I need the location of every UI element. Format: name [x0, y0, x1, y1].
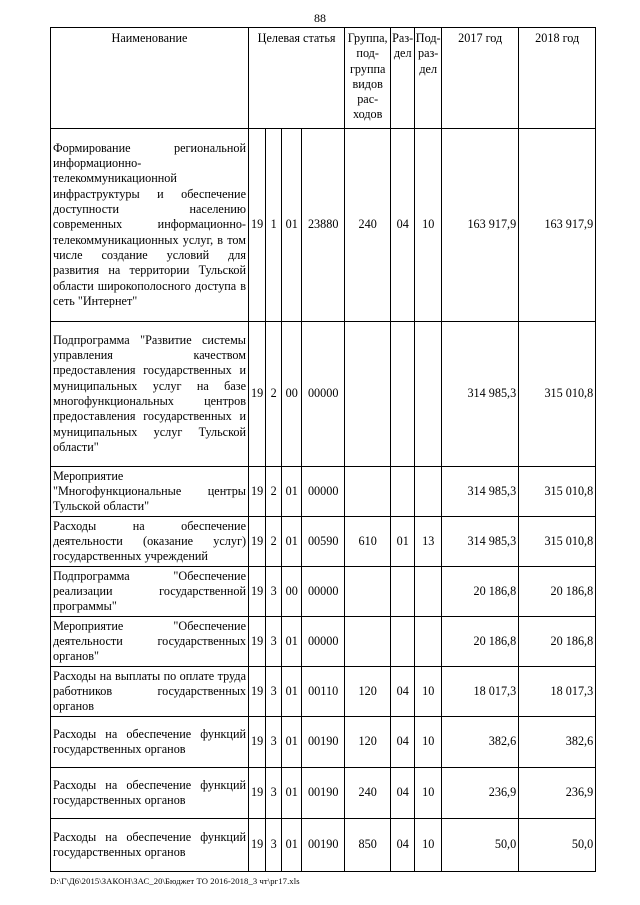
expense-group: 610 — [345, 517, 391, 567]
amount-2018: 382,6 — [519, 717, 596, 768]
target-activity: 01 — [282, 517, 302, 567]
target-subprogram: 3 — [266, 768, 282, 819]
table-row — [51, 517, 596, 567]
expense-group — [345, 322, 391, 467]
amount-2017: 50,0 — [442, 819, 519, 872]
section: 04 — [391, 717, 415, 768]
table-row — [51, 819, 596, 872]
amount-2017: 163 917,9 — [442, 129, 519, 322]
header-subsection: Под-раз-дел — [415, 28, 442, 129]
section — [391, 567, 415, 617]
amount-2018: 236,9 — [519, 768, 596, 819]
amount-2018: 163 917,9 — [519, 129, 596, 322]
subsection: 13 — [415, 517, 442, 567]
subsection: 10 — [415, 768, 442, 819]
target-activity: 01 — [282, 617, 302, 667]
target-subprogram: 1 — [266, 129, 282, 322]
target-subprogram: 3 — [266, 717, 282, 768]
amount-2018: 315 010,8 — [519, 517, 596, 567]
amount-2018: 315 010,8 — [519, 322, 596, 467]
budget-table — [50, 27, 596, 872]
row-name: Подпрограмма "Развитие системы управления качеством предоставления государственных и муниципальных услуг на базе многофункциональных центров предоставления государственных и муниципальных услуг Тульской области" — [51, 322, 249, 467]
expense-group: 120 — [345, 667, 391, 717]
table-row — [51, 768, 596, 819]
amount-2017: 18 017,3 — [442, 667, 519, 717]
target-program: 19 — [249, 129, 266, 322]
subsection — [415, 617, 442, 667]
target-direction: 23880 — [302, 129, 345, 322]
table-row — [51, 129, 596, 322]
target-subprogram: 3 — [266, 567, 282, 617]
subsection: 10 — [415, 819, 442, 872]
subsection: 10 — [415, 667, 442, 717]
target-subprogram: 3 — [266, 667, 282, 717]
target-direction: 00590 — [302, 517, 345, 567]
target-program: 19 — [249, 717, 266, 768]
target-subprogram: 2 — [266, 517, 282, 567]
target-direction: 00110 — [302, 667, 345, 717]
row-name: Расходы на обеспечение деятельности (оказание услуг) государственных учреждений — [51, 517, 249, 567]
row-name: Расходы на обеспечение функций государственных органов — [51, 768, 249, 819]
row-name: Расходы на обеспечение функций государственных органов — [51, 717, 249, 768]
amount-2017: 314 985,3 — [442, 322, 519, 467]
target-program: 19 — [249, 617, 266, 667]
section: 04 — [391, 819, 415, 872]
amount-2018: 50,0 — [519, 819, 596, 872]
target-program: 19 — [249, 768, 266, 819]
row-name: Мероприятие "Обеспечение деятельности государственных органов" — [51, 617, 249, 667]
target-direction: 00000 — [302, 617, 345, 667]
section: 04 — [391, 768, 415, 819]
amount-2018: 20 186,8 — [519, 567, 596, 617]
file-path-footer: D:\Г\Д6\2015\ЗАКОН\ЗАС_20\Бюджет ТО 2016-2018_3 чт\рг17.xls — [50, 876, 300, 886]
subsection: 10 — [415, 717, 442, 768]
header-name: Наименование — [51, 28, 249, 129]
target-activity: 01 — [282, 717, 302, 768]
section: 01 — [391, 517, 415, 567]
section — [391, 617, 415, 667]
row-name: Подпрограмма "Обеспечение реализации государственной программы" — [51, 567, 249, 617]
target-subprogram: 3 — [266, 617, 282, 667]
expense-group: 850 — [345, 819, 391, 872]
expense-group: 240 — [345, 768, 391, 819]
target-direction: 00190 — [302, 768, 345, 819]
target-program: 19 — [249, 819, 266, 872]
target-direction: 00000 — [302, 567, 345, 617]
expense-group — [345, 617, 391, 667]
target-direction: 00000 — [302, 322, 345, 467]
target-subprogram: 2 — [266, 322, 282, 467]
row-name: Расходы на выплаты по оплате труда работников государственных органов — [51, 667, 249, 717]
target-subprogram: 3 — [266, 819, 282, 872]
header-section: Раз-дел — [391, 28, 415, 129]
target-activity: 01 — [282, 667, 302, 717]
target-program: 19 — [249, 667, 266, 717]
target-activity: 01 — [282, 129, 302, 322]
target-direction: 00000 — [302, 467, 345, 517]
table-row — [51, 717, 596, 768]
amount-2017: 236,9 — [442, 768, 519, 819]
row-name: Мероприятие "Многофункциональные центры Тульской области" — [51, 467, 249, 517]
target-direction: 00190 — [302, 819, 345, 872]
header-2017: 2017 год — [442, 28, 519, 129]
target-subprogram: 2 — [266, 467, 282, 517]
expense-group: 120 — [345, 717, 391, 768]
header-expense-group: Группа, под-группа видов рас-ходов — [345, 28, 391, 129]
table-row — [51, 667, 596, 717]
target-program: 19 — [249, 467, 266, 517]
row-name: Формирование региональной информационно-телекоммуникационной инфраструктуры и обеспечение доступности населению современных информационно-телекоммуникационных услуг, в том числе создание условий для развития на территории Тульской области широкополосного доступа в сеть "Интернет" — [51, 129, 249, 322]
header-row — [51, 28, 596, 129]
target-direction: 00190 — [302, 717, 345, 768]
target-activity: 00 — [282, 322, 302, 467]
page-number: 88 — [314, 11, 326, 25]
subsection — [415, 567, 442, 617]
table-row — [51, 567, 596, 617]
amount-2017: 20 186,8 — [442, 567, 519, 617]
amount-2017: 314 985,3 — [442, 517, 519, 567]
amount-2017: 20 186,8 — [442, 617, 519, 667]
amount-2017: 382,6 — [442, 717, 519, 768]
table-row — [51, 617, 596, 667]
subsection — [415, 467, 442, 517]
table-row — [51, 467, 596, 517]
subsection: 10 — [415, 129, 442, 322]
section — [391, 322, 415, 467]
expense-group: 240 — [345, 129, 391, 322]
section: 04 — [391, 667, 415, 717]
subsection — [415, 322, 442, 467]
row-name: Расходы на обеспечение функций государственных органов — [51, 819, 249, 872]
amount-2018: 20 186,8 — [519, 617, 596, 667]
header-2018: 2018 год — [519, 28, 596, 129]
table-row — [51, 322, 596, 467]
expense-group — [345, 567, 391, 617]
amount-2018: 315 010,8 — [519, 467, 596, 517]
target-program: 19 — [249, 517, 266, 567]
target-activity: 01 — [282, 467, 302, 517]
amount-2018: 18 017,3 — [519, 667, 596, 717]
target-activity: 01 — [282, 819, 302, 872]
target-activity: 01 — [282, 768, 302, 819]
target-activity: 00 — [282, 567, 302, 617]
section: 04 — [391, 129, 415, 322]
amount-2017: 314 985,3 — [442, 467, 519, 517]
header-target-article: Целевая статья — [249, 28, 345, 129]
section — [391, 467, 415, 517]
target-program: 19 — [249, 322, 266, 467]
expense-group — [345, 467, 391, 517]
target-program: 19 — [249, 567, 266, 617]
